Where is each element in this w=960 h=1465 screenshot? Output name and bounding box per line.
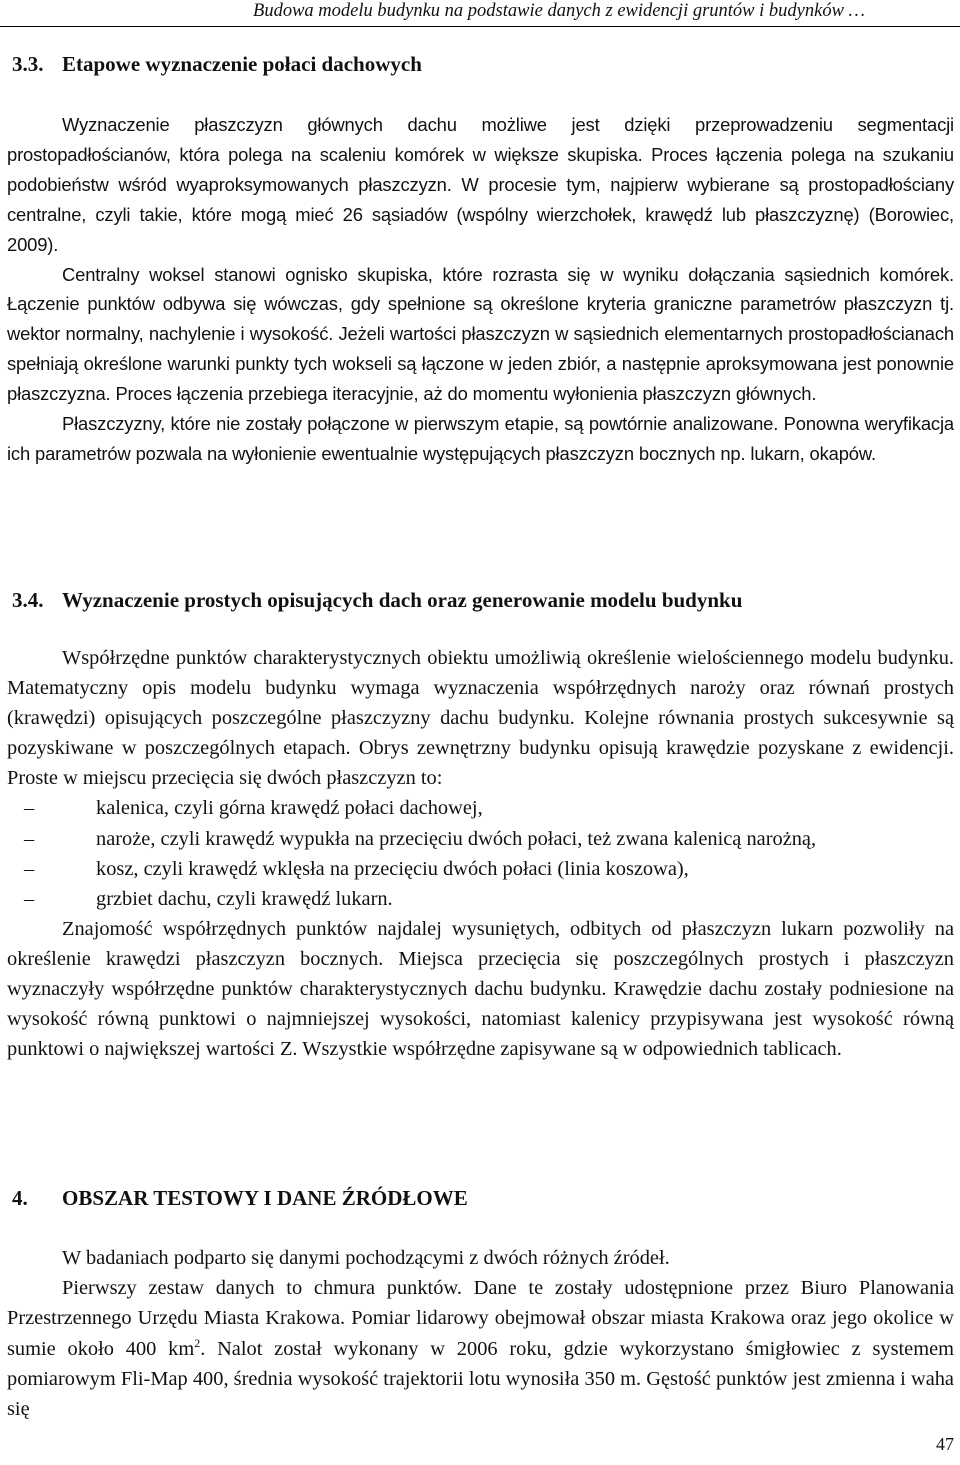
paragraph: Centralny woksel stanowi ognisko skupiska, które rozrasta się w wyniku dołączania sąsiednich komórek. Łączenie punktów odbywa się wówczas, gdy spełnione są określone kryteria graniczne parametrów płaszczyzn tj. wektor normalny, nachylenie i wysokość. Jeżeli wartości płaszczyzn w sąsiednich elementarnych prostopadłościanach spełniają określone warunki punkty tych wokseli są łączone w jeden zbiór, a następnie aproksymowana jest ponownie płaszczyzna. Proces łączenia przebiega iteracyjnie, aż do momentu wyłonienia płaszczyzn głównych. [7,263,954,405]
paragraph: Pierwszy zestaw danych to chmura punktów. Dane te zostały udostępnione przez Biuro Planowania Przestrzennego Urzędu Miasta Krakowa. Pomiar lidarowy obejmował obszar miasta Krakowa oraz jego okolice w sumie około 400 $km^2$. Nalot został wykonany w 2006 roku, gdzie wykorzystano śmigłowiec z systemem pomiarowym Fli-Map 400, średnia wysokość trajektorii lotu wynosiła 350 m. Gęstość punktów jest zmienna i waha się [7,1277,954,1421]
paragraph: Wyznaczenie płaszczyzn głównych dachu możliwe jest dzięki przeprowadzeniu segmentacji prostopadłościanów, która polega na scaleniu komórek w większe skupiska. Proces łączenia polega na szukaniu podobieństw wśród wyaproksymowanych płaszczyzn. W procesie tym, najpierw wybierane są prostopadłościany centralne, czyli takie, które mogą mieć 26 sąsiadów (wspólny wierzchołek, krawędź lub płaszczyznę) (Borowiec, 2009). [7,114,954,255]
section-number: 3.4. [12,588,44,612]
superscript: 2 [194,1335,201,1350]
list-dash: – [24,887,35,910]
list-dash: – [24,827,35,850]
header-rule [0,26,960,27]
section-3-4-body [7,643,954,1064]
list-item: – kosz, czyli krawędź wklęsła na przecięciu dwóch połaci (linia koszowa), [7,854,954,884]
paragraph: Płaszczyzny, które nie zostały połączone w pierwszym etapie, są powtórnie analizowane. Ponowna weryfikacja ich parametrów pozwala na wyłonienie ewentualnie występujących płaszczyzn bocznych np. lukarn, okapów. [7,413,954,464]
section-title: OBSZAR TESTOWY I DANE ŹRÓDŁOWE [62,1186,468,1210]
paragraph: Współrzędne punktów charakterystycznych obiektu umożliwią określenie wielościennego modelu budynku. Matematyczny opis modelu budynku wymaga wyznaczenia współrzędnych naroży oraz równań prostych (krawędzi) opisujących poszczególne płaszczyzny dachu budynku. Kolejne równania prostych sukcesywnie są pozyskiwane w poszczególnych etapach. Obrys zewnętrzny budynku opisują krawędzie pozyskane z ewidencji. Proste w miejscu przecięcia się dwóch płaszczyzn to: [7,647,954,790]
list-dash: – [24,857,35,880]
running-header: Budowa modelu budynku na podstawie danych z ewidencji gruntów i budynków … [253,1,865,21]
edge-type-list [7,793,954,913]
list-item: – kalenica, czyli górna krawędź połaci dachowej, [7,793,954,823]
section-title: Wyznaczenie prostych opisujących dach oraz generowanie modelu budynku [62,588,743,612]
section-4-body [7,1243,954,1424]
section-heading-3-3 [12,52,422,76]
section-heading-4 [12,1186,468,1210]
section-3-3-body [7,110,954,469]
list-item: – naroże, czyli krawędź wypukła na przecięciu dwóch połaci, też zwana kalenicą narożną, [7,824,954,854]
paragraph: W badaniach podparto się danymi pochodzącymi z dwóch różnych źródeł. [62,1247,670,1269]
section-title: Etapowe wyznaczenie połaci dachowych [62,52,422,76]
section-number: 3.3. [12,52,44,76]
list-item: – grzbiet dachu, czyli krawędź lukarn. [7,884,954,914]
section-number: 4. [12,1186,28,1210]
list-dash: – [24,797,35,820]
section-heading-3-4 [12,588,742,612]
paragraph: Znajomość współrzędnych punktów najdalej wysuniętych, odbitych od płaszczyzn lukarn pozwoliły na określenie krawędzi płaszczyzn bocznych. Miejsca przecięcia się poszczególnych prostych i płaszczyzn wyznaczyły współrzędne punktów charakterystycznych dachu budynku. Krawędzie dachu zostały podniesione na wysokość równą punktowi o najmniejszej wysokości, natomiast kalenicy przypisywana jest wysokość równą punktowi o największej wartości Z. Wszystkie współrzędne zapisywane są w odpowiednich tablicach. [7,917,954,1061]
page-number: 47 [936,1434,954,1454]
